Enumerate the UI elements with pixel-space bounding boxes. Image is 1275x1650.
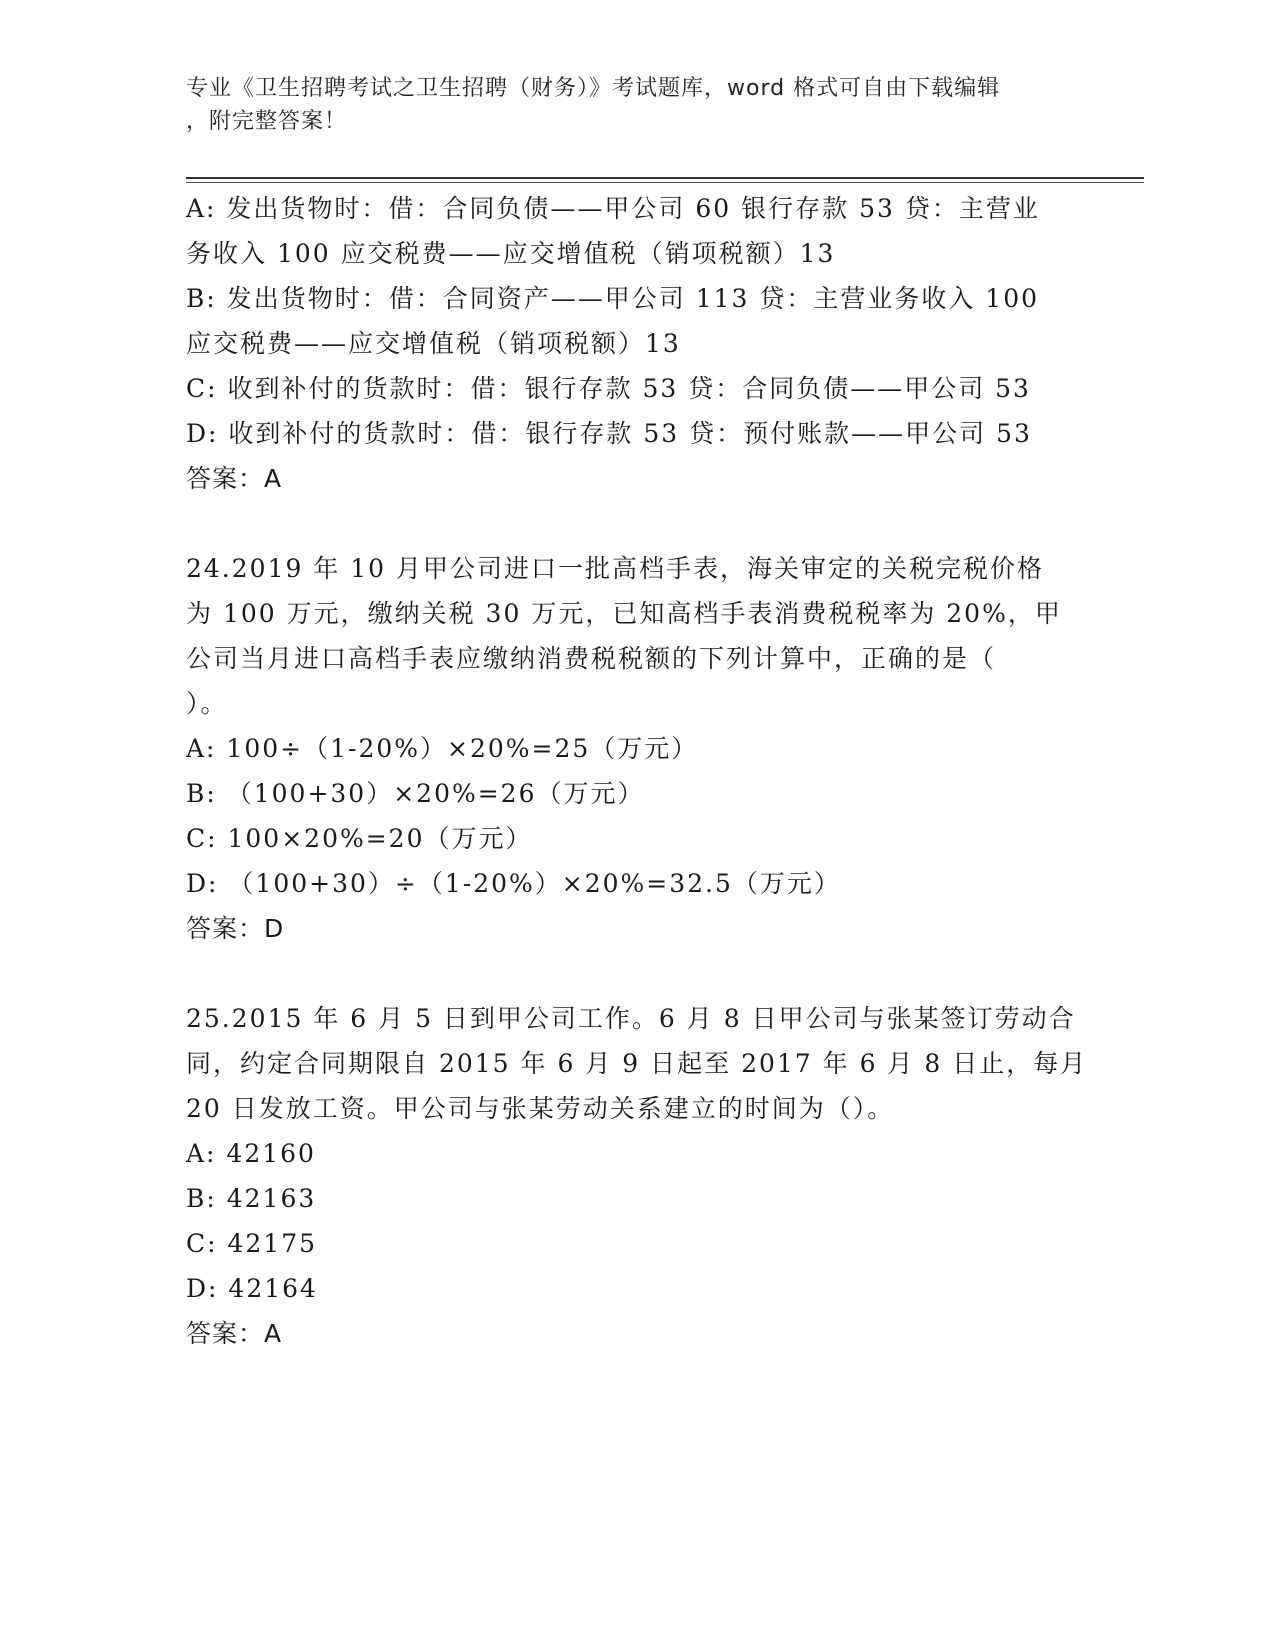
option-a-line: 务收入 100 应交税费——应交增值税（销项税额）13 bbox=[186, 239, 836, 268]
option-a-line: A: 发出货物时：借：合同负债——甲公司 60 银行存款 53 贷：主营业 bbox=[186, 194, 1040, 223]
option-d: D: 收到补付的货款时：借：银行存款 53 贷：预付账款——甲公司 53 bbox=[186, 419, 1032, 448]
option-c: C: 42175 bbox=[186, 1229, 318, 1258]
option-b: B: 42163 bbox=[186, 1184, 317, 1213]
header-divider-thin bbox=[186, 182, 1144, 183]
question-25 bbox=[186, 996, 1088, 1356]
option-a: A: 42160 bbox=[186, 1139, 316, 1168]
option-b-line: 应交税费——应交增值税（销项税额）13 bbox=[186, 329, 681, 358]
option-c: C: 100×20%=20（万元） bbox=[186, 824, 533, 853]
option-b-line: B: 发出货物时：借：合同资产——甲公司 113 贷：主营业务收入 100 bbox=[186, 284, 1040, 313]
header-divider-thick bbox=[186, 177, 1144, 179]
option-a: A: 100÷（1-20%）×20%=25（万元） bbox=[186, 734, 699, 763]
question-stem-line: 25.2015 年 6 月 5 日到甲公司工作。6 月 8 日甲公司与张某签订劳动合 bbox=[186, 1004, 1076, 1033]
question-stem-line: 为 100 万元，缴纳关税 30 万元，已知高档手表消费税税率为 20%，甲 bbox=[186, 599, 1062, 628]
option-d: D: （100+30）÷（1-20%）×20%=32.5（万元） bbox=[186, 869, 841, 898]
question-stem-line: 20 日发放工资。甲公司与张某劳动关系建立的时间为（）。 bbox=[186, 1094, 895, 1123]
header-title-line: ，附完整答案！ bbox=[186, 109, 348, 134]
question-stem-line: 同，约定合同期限自 2015 年 6 月 9 日起至 2017 年 6 月 8 日止，每月 bbox=[186, 1049, 1088, 1078]
answer-label: 答案：D bbox=[186, 914, 285, 943]
option-c: C: 收到补付的货款时：借：银行存款 53 贷：合同负债——甲公司 53 bbox=[186, 374, 1031, 403]
option-b: B: （100+30）×20%=26（万元） bbox=[186, 779, 645, 808]
option-d: D: 42164 bbox=[186, 1274, 318, 1303]
header-title-line: 专业《卫生招聘考试之卫生招聘（财务）》考试题库，word 格式可自由下载编辑 bbox=[186, 76, 1001, 101]
document-header bbox=[186, 72, 1066, 138]
question-stem-line: 24.2019 年 10 月甲公司进口一批高档手表，海关审定的关税完税价格 bbox=[186, 554, 1045, 583]
question-stem-line: ）。 bbox=[186, 689, 228, 718]
spacer bbox=[186, 951, 1066, 996]
question-content bbox=[186, 186, 1088, 1356]
answer-label: 答案：A bbox=[186, 464, 283, 493]
question-stem-line: 公司当月进口高档手表应缴纳消费税税额的下列计算中，正确的是（ bbox=[186, 644, 997, 673]
question-23 bbox=[186, 186, 1066, 501]
spacer bbox=[186, 501, 1066, 546]
question-24 bbox=[186, 546, 1066, 951]
answer-label: 答案：A bbox=[186, 1319, 283, 1348]
